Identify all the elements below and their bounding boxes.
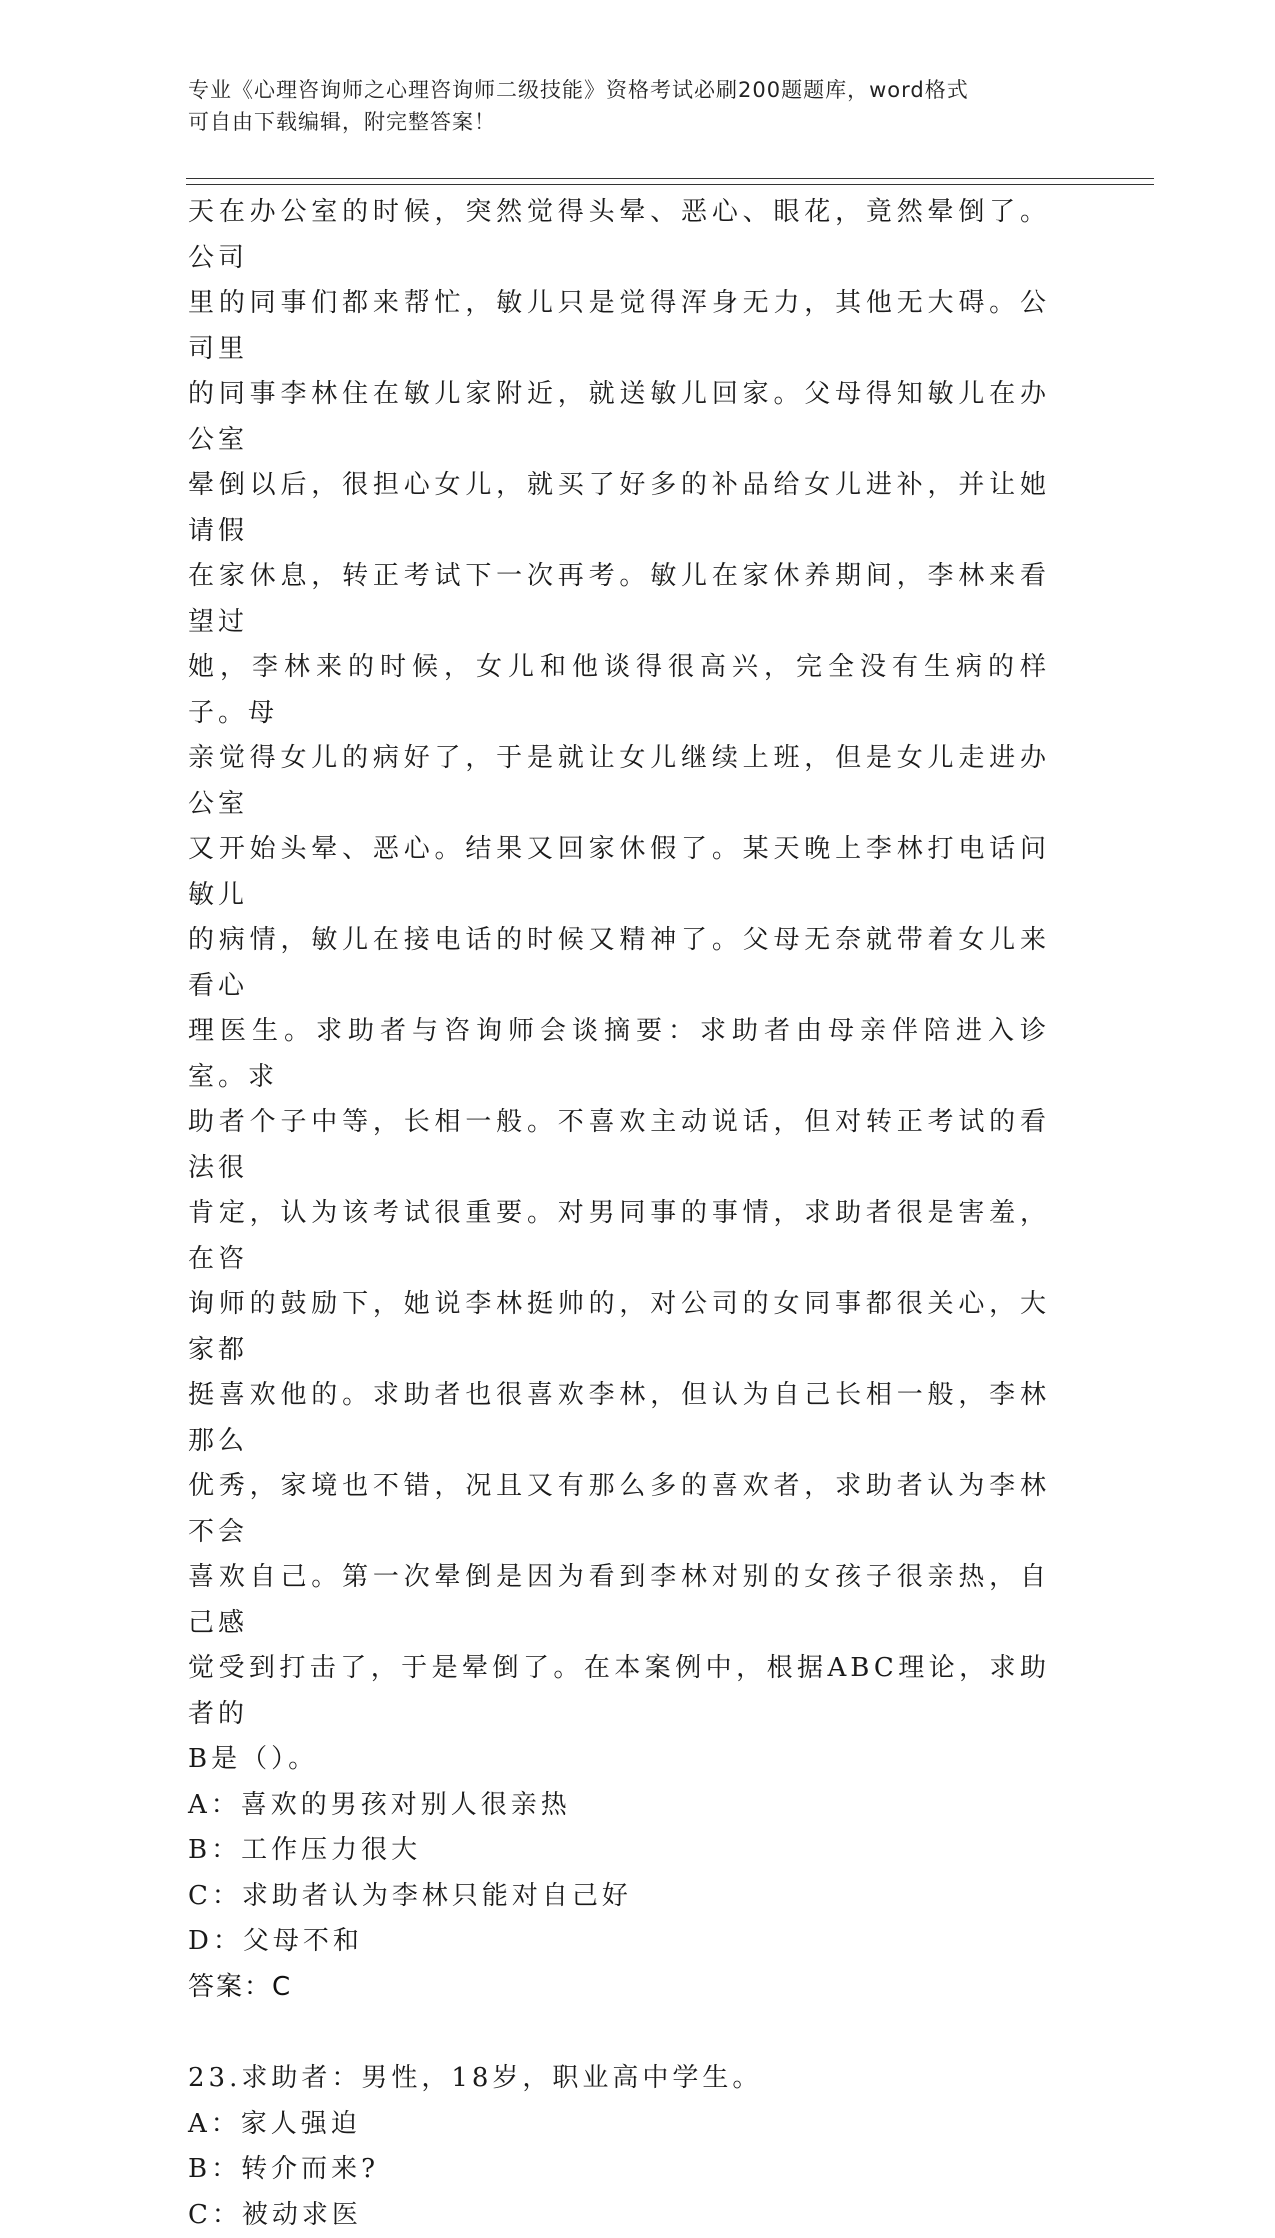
- stem-line: 天在办公室的时候，突然觉得头晕、恶心、眼花，竟然晕倒了。公司: [188, 190, 1050, 281]
- stem-line: 助者个子中等，长相一般。不喜欢主动说话，但对转正考试的看法很: [188, 1100, 1050, 1191]
- stem-line: 亲觉得女儿的病好了，于是就让女儿继续上班，但是女儿走进办公室: [188, 736, 1050, 827]
- option-b: B：工作压力很大: [188, 1828, 1050, 1874]
- question-22-stem: [188, 190, 1050, 1783]
- option-d: D：父母不和: [188, 1919, 1050, 1965]
- question-23-options: [188, 2102, 1050, 2238]
- stem-line: 里的同事们都来帮忙，敏儿只是觉得浑身无力，其他无大碍。公司里: [188, 281, 1050, 372]
- stem-line: 询师的鼓励下，她说李林挺帅的，对公司的女同事都很关心，大家都: [188, 1282, 1050, 1373]
- header-divider-bottom: [186, 184, 1154, 185]
- header-line-2: 可自由下载编辑，附完整答案！: [188, 106, 1068, 138]
- stem-line: 喜欢自己。第一次晕倒是因为看到李林对别的女孩子很亲热，自己感: [188, 1555, 1050, 1646]
- stem-line: 觉受到打击了，于是晕倒了。在本案例中，根据ABC理论，求助者的: [188, 1646, 1050, 1737]
- question-22-options: [188, 1783, 1050, 1965]
- header-divider-top: [186, 178, 1154, 179]
- stem-line: 在家休息，转正考试下一次再考。敏儿在家休养期间，李林来看望过: [188, 554, 1050, 645]
- stem-line: B是（）。: [188, 1737, 1050, 1783]
- stem-line: 理医生。求助者与咨询师会谈摘要：求助者由母亲伴陪进入诊室。求: [188, 1009, 1050, 1100]
- document-body: [188, 190, 1050, 2238]
- stem-line: 她，李林来的时候，女儿和他谈得很高兴，完全没有生病的样子。母: [188, 645, 1050, 736]
- stem-line: 挺喜欢他的。求助者也很喜欢李林，但认为自己长相一般，李林那么: [188, 1373, 1050, 1464]
- stem-line: 的同事李林住在敏儿家附近，就送敏儿回家。父母得知敏儿在办公室: [188, 372, 1050, 463]
- stem-line: 的病情，敏儿在接电话的时候又精神了。父母无奈就带着女儿来看心: [188, 918, 1050, 1009]
- option-a: A：喜欢的男孩对别人很亲热: [188, 1783, 1050, 1829]
- option-c: C：被动求医: [188, 2193, 1050, 2238]
- question-23-stem: 23.求助者：男性，18岁，职业高中学生。: [188, 2056, 1050, 2102]
- document-header: [188, 74, 1068, 138]
- header-line-1: 专业《心理咨询师之心理咨询师二级技能》资格考试必刷200题题库，word格式: [188, 74, 1068, 106]
- stem-line: 晕倒以后，很担心女儿，就买了好多的补品给女儿进补，并让她请假: [188, 463, 1050, 554]
- stem-line: 肯定，认为该考试很重要。对男同事的事情，求助者很是害羞，在咨: [188, 1191, 1050, 1282]
- stem-line: 优秀，家境也不错，况且又有那么多的喜欢者，求助者认为李林不会: [188, 1464, 1050, 1555]
- stem-line: 又开始头晕、恶心。结果又回家休假了。某天晚上李林打电话问敏儿: [188, 827, 1050, 918]
- option-a: A：家人强迫: [188, 2102, 1050, 2148]
- option-b: B：转介而来?: [188, 2147, 1050, 2193]
- option-c: C：求助者认为李林只能对自己好: [188, 1874, 1050, 1920]
- spacer: [188, 2010, 1050, 2056]
- question-22-answer: 答案：C: [188, 1965, 1050, 2011]
